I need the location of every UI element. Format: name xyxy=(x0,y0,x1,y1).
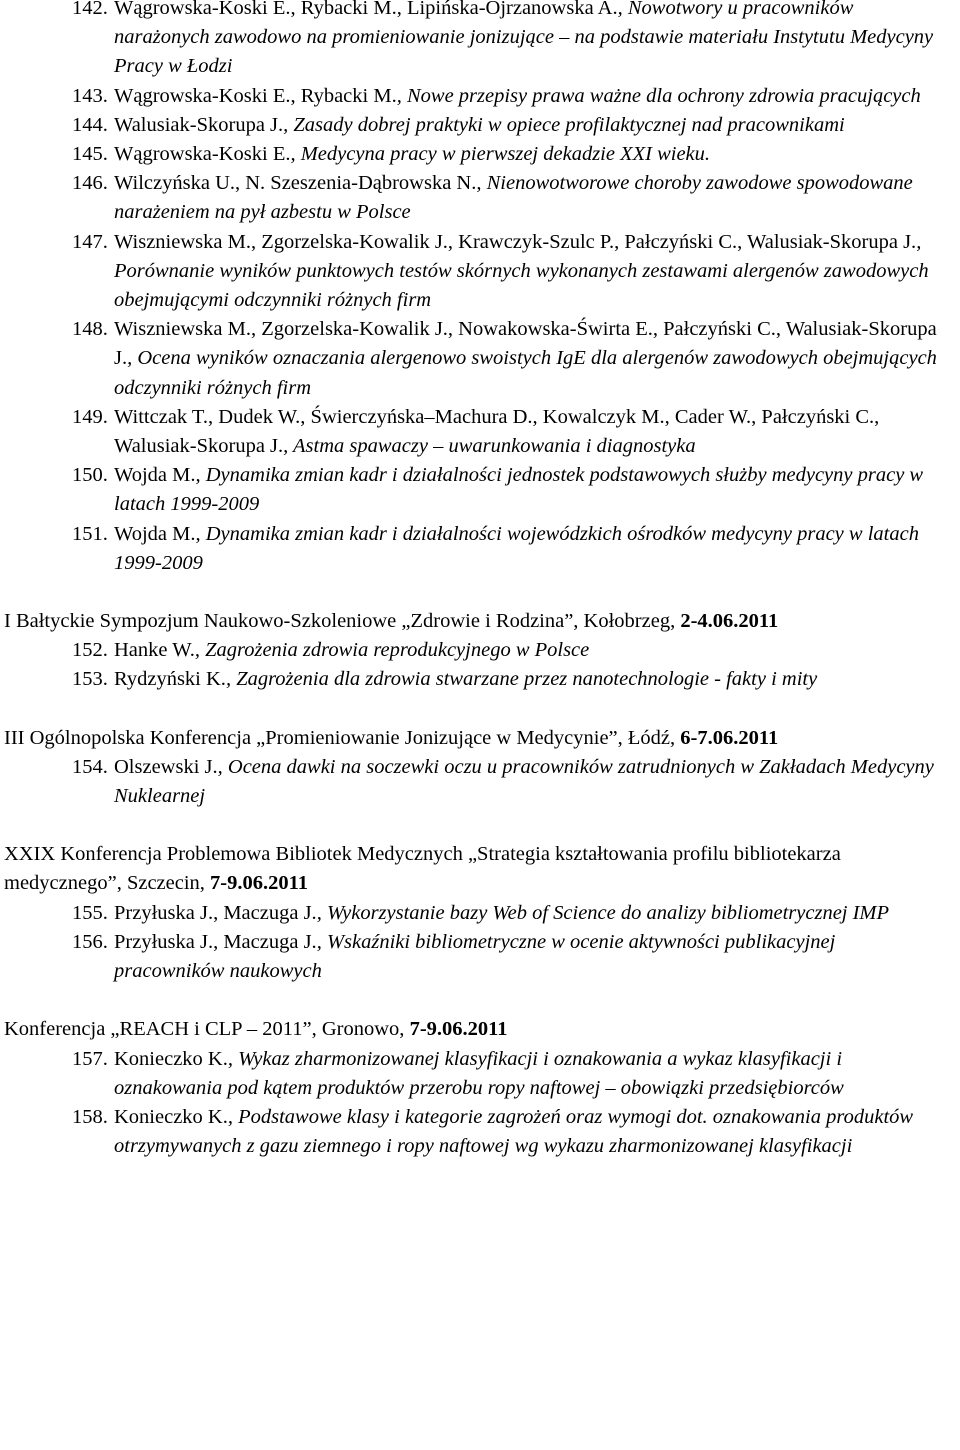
reference-number: 153. xyxy=(72,668,108,691)
reference-title: , Astma spawaczy – uwarunkowania i diagnostyka xyxy=(283,435,696,458)
reference-number: 156. xyxy=(72,930,108,953)
reference-title: , Porównanie wyników punktowych testów skórnych wykonanych zestawami alergenów zawodowych obejmującymi odczynniki różnych firm xyxy=(114,230,929,312)
reference-number: 157. xyxy=(72,1047,108,1070)
reference-number: 149. xyxy=(72,405,108,428)
reference-title: , Wskaźniki bibliometryczne w ocenie aktywności publikacyjnej pracowników naukowych xyxy=(114,930,836,983)
reference-number: 151. xyxy=(72,522,108,545)
conference-date: 7-9.06.2011 xyxy=(210,872,308,895)
reference-item xyxy=(4,520,948,578)
reference-number: 152. xyxy=(72,639,108,662)
reference-number: 145. xyxy=(72,143,108,166)
reference-item xyxy=(4,0,948,82)
document-body xyxy=(4,0,948,1161)
reference-item xyxy=(4,315,948,403)
conference-section xyxy=(4,840,948,986)
conference-date: 6-7.06.2011 xyxy=(680,726,779,749)
reference-title: , Ocena dawki na soczewki oczu u pracowników zatrudnionych w Zakładach Medycyny Nuklearnej xyxy=(114,755,934,808)
reference-number: 155. xyxy=(72,901,108,924)
reference-item xyxy=(4,636,948,665)
reference-authors: Hanke W. xyxy=(114,639,195,662)
conference-heading xyxy=(4,607,948,636)
reference-authors: Wągrowska-Koski E., Rybacki M., Lipińska-Ojrzanowska A. xyxy=(114,0,618,19)
reference-item xyxy=(4,169,948,227)
reference-authors: Konieczko K. xyxy=(114,1105,228,1128)
reference-authors: Przyłuska J., Maczuga J. xyxy=(114,901,317,924)
reference-item xyxy=(4,228,948,316)
reference-authors: Wągrowska-Koski E. xyxy=(114,143,291,166)
reference-authors: Wągrowska-Koski E., Rybacki M. xyxy=(114,84,397,107)
conference-date: 7-9.06.2011 xyxy=(409,1018,508,1041)
conference-name: III Ogólnopolska Konferencja „Promieniowanie Jonizujące w Medycynie”, Łódź, xyxy=(4,726,681,749)
reference-list-top xyxy=(4,0,948,578)
reference-title: , Podstawowe klasy i kategorie zagrożeń oraz wymogi dot. oznakowania produktów otrzymywanych z gazu ziemnego i ropy naftowej wg wykazu zharmonizowanej klasyfikacji xyxy=(114,1105,914,1158)
reference-item xyxy=(4,1045,948,1103)
reference-item xyxy=(4,82,948,111)
reference-number: 158. xyxy=(72,1105,108,1128)
reference-authors: Konieczko K. xyxy=(114,1047,228,1070)
reference-number: 142. xyxy=(72,0,108,19)
reference-number: 148. xyxy=(72,318,108,341)
reference-authors: Rydzyński K. xyxy=(114,668,226,691)
reference-authors: Wiszniewska M., Zgorzelska-Kowalik J., Nowakowska-Świrta E., Pałczyński C., Walusiak-Skorupa J. xyxy=(114,318,937,370)
reference-item xyxy=(4,140,948,169)
reference-item xyxy=(4,1103,948,1161)
reference-title: , Zagrożenia zdrowia reprodukcyjnego w Polsce xyxy=(194,639,590,662)
conference-name: Konferencja „REACH i CLP – 2011”, Gronowo, xyxy=(4,1018,410,1041)
reference-title: , Wykaz zharmonizowanej klasyfikacji i oznakowania a wykaz klasyfikacji i oznakowania pod kątem produktów przerobu ropy naftowej – obowiązki przedsiębiorców xyxy=(114,1047,844,1099)
conference-section xyxy=(4,607,948,695)
reference-number: 146. xyxy=(72,172,108,195)
reference-item xyxy=(4,403,948,461)
conference-heading xyxy=(4,724,948,753)
reference-number: 147. xyxy=(72,230,108,253)
reference-item xyxy=(4,461,948,519)
conference-section xyxy=(4,1015,948,1161)
conference-name: I Bałtyckie Sympozjum Naukowo-Szkoleniowe „Zdrowie i Rodzina”, Kołobrzeg, xyxy=(4,610,681,633)
reference-title: , Ocena wyników oznaczania alergenowo swoistych IgE dla alergenów zawodowych obejmujących odczynniki różnych firm xyxy=(114,347,937,399)
reference-authors: Wojda M. xyxy=(114,464,196,487)
reference-number: 154. xyxy=(72,755,108,778)
reference-number: 150. xyxy=(72,464,108,487)
reference-number: 143. xyxy=(72,84,108,107)
reference-title: , Zasady dobrej praktyki w opiece profilaktycznej nad pracownikami xyxy=(283,113,845,136)
reference-title: , Zagrożenia dla zdrowia stwarzane przez nanotechnologie - fakty i mity xyxy=(225,668,818,691)
conference-heading xyxy=(4,840,948,898)
reference-authors: Wilczyńska U., N. Szeszenia-Dąbrowska N. xyxy=(114,172,477,195)
reference-item xyxy=(4,928,948,986)
reference-authors: Wiszniewska M., Zgorzelska-Kowalik J., Krawczyk-Szulc P., Pałczyński C., Walusiak-Skorupa J. xyxy=(114,230,917,253)
reference-title: , Wykorzystanie bazy Web of Science do analizy bibliometrycznej IMP xyxy=(316,901,890,924)
reference-item xyxy=(4,899,948,928)
reference-item xyxy=(4,111,948,140)
reference-authors: Walusiak-Skorupa J. xyxy=(114,113,284,136)
reference-title: , Dynamika zmian kadr i działalności jednostek podstawowych służby medycyny pracy w latach 1999-2009 xyxy=(114,464,924,516)
reference-item xyxy=(4,753,948,811)
conference-section xyxy=(4,724,948,812)
reference-authors: Olszewski J. xyxy=(114,755,218,778)
reference-number: 144. xyxy=(72,113,108,136)
reference-authors: Przyłuska J., Maczuga J. xyxy=(114,930,317,953)
reference-authors: Wittczak T., Dudek W., Świerczyńska–Machura D., Kowalczyk M., Cader W., Pałczyński C., Walusiak-Skorupa J. xyxy=(114,405,880,458)
reference-title: , Medycyna pracy w pierwszej dekadzie XXI wieku. xyxy=(290,143,711,166)
reference-title: , Nienowotworowe choroby zawodowe spowodowane narażeniem na pył azbestu w Polsce xyxy=(114,172,913,224)
reference-title: , Nowe przepisy prawa ważne dla ochrony zdrowia pracujących xyxy=(396,84,921,107)
reference-title: , Nowotwory u pracowników narażonych zawodowo na promieniowanie jonizujące – na podstawie materiału Instytutu Medycyny Pracy w Łodzi xyxy=(114,0,934,78)
conference-name: XXIX Konferencja Problemowa Bibliotek Medycznych „Strategia kształtowania profilu bibliotekarza medycznego”, Szczecin, xyxy=(4,843,841,895)
reference-authors: Wojda M. xyxy=(114,522,196,545)
reference-item xyxy=(4,665,948,694)
conference-date: 2-4.06.2011 xyxy=(680,610,779,633)
conference-heading xyxy=(4,1015,948,1044)
reference-title: , Dynamika zmian kadr i działalności wojewódzkich ośrodków medycyny pracy w latach 1999-2009 xyxy=(114,522,919,574)
